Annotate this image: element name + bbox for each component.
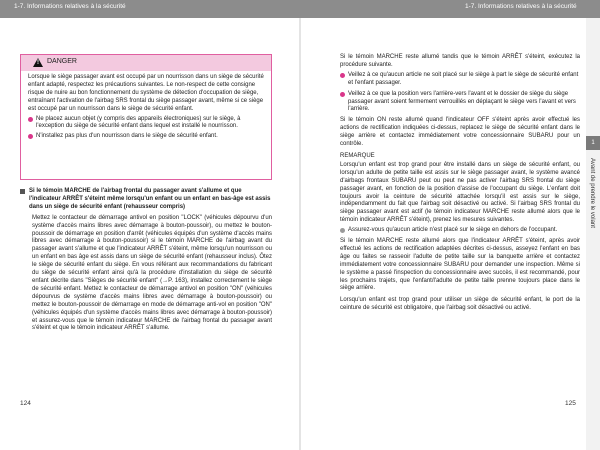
bullet-dot-icon (28, 134, 33, 139)
danger-paragraph: Lorsque le siège passager avant est occupé par un nourrisson dans un siège de sécurité enfant adapté, respectez les précautions suivantes. Le non-respect de cette consigne risque de nuire au bon fonctionnement du système de détection d'occupation de siège, entraînant l'activation de l'airbag SRS frontal du siège passager avant, même si ce siège est occupé par un nourrisson dans le siège de sécurité enfant. (28, 74, 264, 112)
page-number-right: 125 (565, 400, 576, 407)
section-heading-text: Si le témoin MARCHE de l'airbag frontal du passager avant s'allume et que l'indicateur ARRÊT s'éteint même lorsqu'un enfant ou un enfant en bas-âge est assis dans un siège de sécurité enfant (rehausseur compris) (29, 188, 271, 210)
chapter-number: 1 (586, 136, 600, 150)
danger-bullet-text: N'installez pas plus d'un nourrisson dans le siège de sécurité enfant. (36, 133, 218, 140)
danger-header (21, 55, 271, 71)
bullet-dot-icon (28, 117, 33, 122)
chapter-title: Avant de prendre le volant (589, 158, 595, 228)
danger-box (20, 54, 272, 180)
intro-bullet (340, 72, 580, 88)
chapter-tab[interactable] (586, 18, 600, 450)
intro-bullet (340, 91, 580, 115)
section-title-left: 1-7. Informations relatives à la sécurité (14, 3, 126, 10)
section-title-right: 1-7. Informations relatives à la sécurité (465, 3, 577, 10)
section-body: Mettez le contacteur de démarrage antivol en position "LOCK" (véhicules dépourvu d'un système d'accès mains libres avec démarrage à bouton-poussoir), ou mettez le bouton-poussoir de démarrage en position d'arrêt (véhicules équipés d'un système d'accès mains libres avec démarrage à bouton-poussoir) si le témoin MARCHE de l'airbag avant du passager avant s'allume et que l'indicateur ARRÊT s'éteint, même lorsqu'un nourrisson ou un enfant en bas âge est assis dans un siège de sécurité enfant (rehausseur inclus). Ôtez le siège de sécurité enfant du siège. En vous référant aux recommandations du fabricant du siège de sécurité enfant ainsi qu'à la procédure d'installation du siège de sécurité enfant décrite dans "Sièges de sécurité enfant" (→P. 163), installez correctement le siège de sécurité enfant. Mettez le contacteur de démarrage antivol en position "ON" (véhicules dépourvus de système d'accès mains libres avec démarrage à bouton-poussoir) ou mettez le bouton-poussoir de démarrage en mode de démarrage anti-vol en position "ON" (véhicules équipés d'un système d'accès mains libres avec démarrage à bouton-poussoir) et assurez-vous que le témoin indicateur MARCHE de l'airbag frontal du passager avant s'éteint et que le témoin indicateur ARRÊT s'allume. (32, 214, 272, 332)
danger-bullet (28, 116, 266, 132)
square-bullet-icon (20, 189, 25, 194)
page-header-bar (0, 0, 600, 18)
paragraph-4: Lorsqu'un enfant est trop grand pour utiliser un siège de sécurité enfant, le port de la ceinture de sécurité est obligatoire, que l'airbag soit désactivé ou activé. (340, 297, 580, 312)
bullet-dot-icon (340, 73, 345, 78)
remarque-text: Lorsqu'un enfant est trop grand pour être installé dans un siège de sécurité enfant, ou lorsqu'un adulte de petite taille est assis sur le siège passager avant, le système avancé d'airbags frontaux SUBARU peut ou peut ne pas activer l'airbag SRS frontal du siège passager avant, en fonction de la position d'assise de l'occupant du siège. L'enfant doit toujours avoir la ceinture de sécurité attachée lorsqu'il est assis sur le siège, indépendamment du fait que l'airbag soit désactivé ou activé. Si l'airbag SRS frontal du siège passager avant est actif (le témoin indicateur MARCHE reste allumé alors que le témoin indicateur ARRÊT s'éteint), prenez les mesures suivantes. (340, 161, 580, 224)
left-section (20, 188, 272, 333)
danger-label: DANGER (47, 58, 77, 65)
paragraph-2: Si le témoin ON reste allumé quand l'indicateur OFF s'éteint après avoir effectué les actions de rectification indiquées ci-dessus, replacez le siège de sécurité enfant dans le siège arrière et contactez immédiatement votre concessionnaire SUBARU pour un contrôle. (340, 117, 580, 148)
intro-bullet-text: Veillez à ce qu'aucun article ne soit placé sur le siège à part le siège de sécurité enfant et l'enfant passager. (348, 71, 579, 86)
remarque-bullet-text: Assurez-vous qu'aucun article n'est placé sur le siège en dehors de l'occupant. (348, 227, 558, 234)
danger-bullet-text: Ne placez aucun objet (y compris des appareils électroniques) sur le siège, à l'exception du siège de sécurité enfant dans lequel est installé le nourrisson. (36, 115, 241, 130)
remarque-label: REMARQUE (340, 152, 375, 159)
intro-paragraph: Si le témoin MARCHE reste allumé tandis que le témoin ARRÊT s'éteint, exécutez la procédure suivante. (340, 54, 580, 68)
danger-bullet (28, 133, 266, 141)
intro-bullet-text: Veillez à ce que la position vers l'arrière-vers l'avant et le dossier de siège du siège passager avant soient fermement verrouillés en déplaçant le siège vers l'avant et vers l'arrière. (348, 90, 576, 113)
right-column (340, 54, 580, 317)
warning-mark: ! (37, 60, 39, 66)
section-heading (20, 188, 272, 212)
remarque-bullet (340, 227, 580, 235)
page-gutter (299, 18, 301, 450)
warning-triangle-icon (33, 58, 43, 67)
bullet-dot-icon (340, 228, 345, 233)
page-number-left: 124 (20, 400, 31, 407)
danger-body (28, 74, 266, 143)
bullet-dot-icon (340, 92, 345, 97)
paragraph-3: Si le témoin MARCHE reste allumé alors que l'indicateur ARRÊT s'éteint, après avoir effectué les actions de rectification adaptées décrites ci-dessus, asseyez l'enfant en bas âge ou faites se rasseoir l'adulte de petite taille sur la banquette arrière et contactez immédiatement votre concessionnaire SUBARU pour demander une inspection. Même si le système a passé l'inspection du concessionnaire avec succès, il est recommandé, pour les prochains trajets, que l'enfant/l'adulte de petite taille prenne toujours place dans le siège arrière. (340, 238, 580, 292)
